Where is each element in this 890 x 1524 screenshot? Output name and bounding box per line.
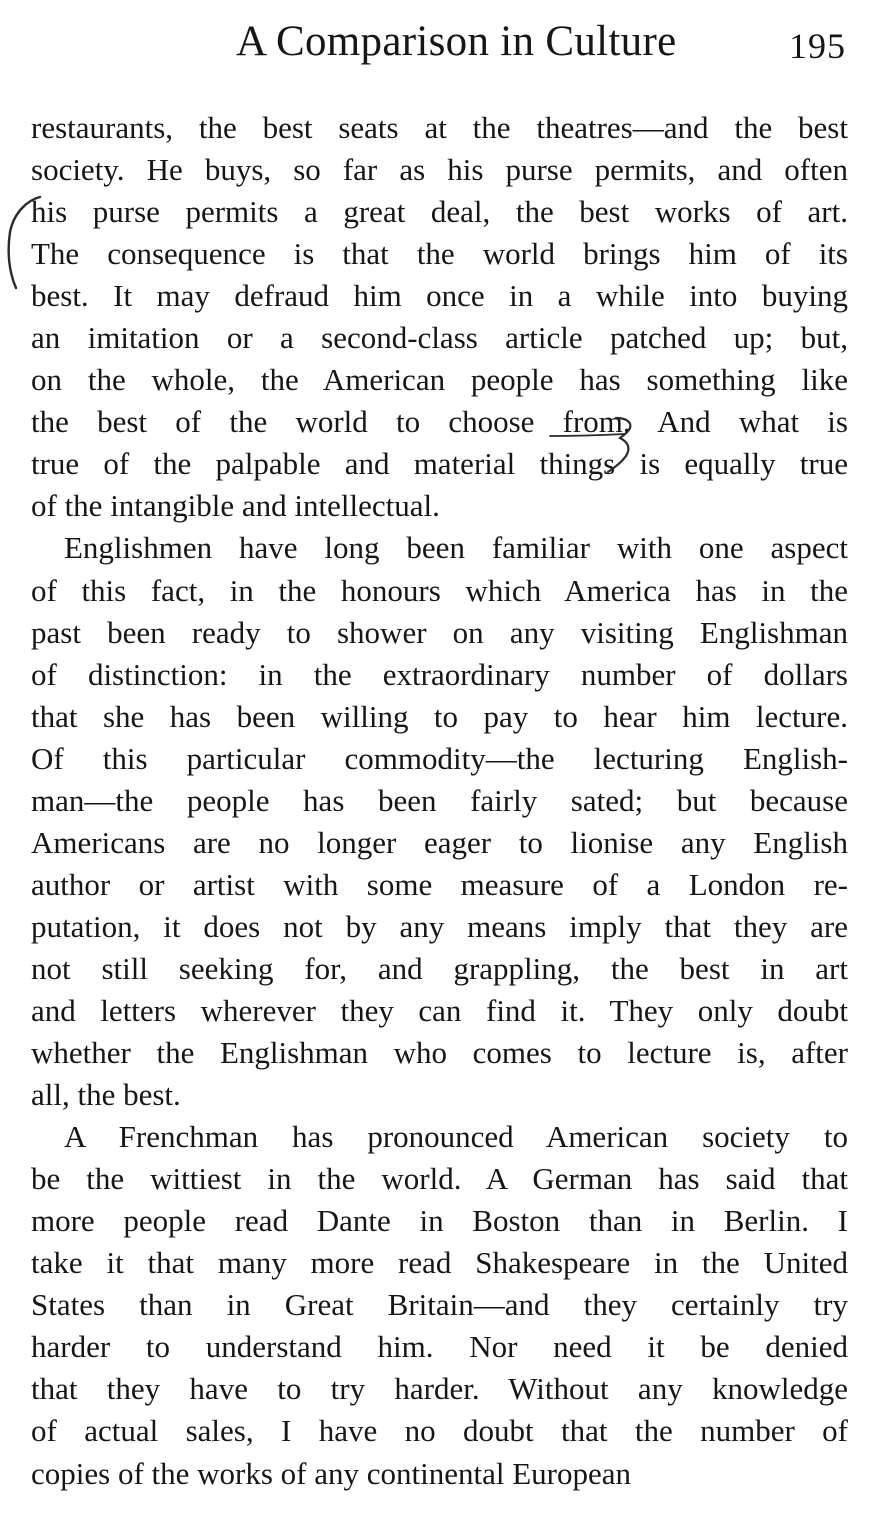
text-line: be the wittiest in the world. A German has said that — [31, 1161, 848, 1197]
paragraph — [31, 107, 848, 527]
body-text — [31, 107, 848, 1495]
text-line: copies of the works of any continental European — [31, 1455, 632, 1491]
text-line: past been ready to shower on any visiting Englishman — [31, 614, 848, 650]
page-number: 195 — [789, 26, 846, 66]
text-line: more people read Dante in Boston than in Berlin. I — [31, 1203, 848, 1239]
text-line: best. It may defraud him once in a while into buying — [31, 278, 848, 314]
text-line: of distinction: in the extraordinary number of dollars — [31, 656, 848, 692]
text-line: States than in Great Britain—and they certainly try — [31, 1287, 848, 1323]
text-line: take it that many more read Shakespeare in the United — [31, 1245, 848, 1281]
text-line: Englishmen have long been familiar with one aspect — [64, 530, 848, 566]
text-line: man—the people has been fairly sated; but because — [31, 782, 848, 818]
text-line: Americans are no longer eager to lionise any English — [31, 824, 848, 860]
text-line: that they have to try harder. Without any knowledge — [31, 1371, 848, 1407]
text-line: society. He buys, so far as his purse permits, and often — [31, 152, 848, 188]
text-line: not still seeking for, and grappling, the best in art — [31, 950, 848, 986]
paragraph — [31, 1116, 848, 1494]
text-line: of the intangible and intellectual. — [31, 488, 440, 524]
text-line: all, the best. — [31, 1077, 181, 1113]
text-line: on the whole, the American people has something like — [31, 362, 848, 398]
text-line: author or artist with some measure of a London re- — [31, 866, 848, 902]
text-line: and letters wherever they can find it. They only doubt — [31, 992, 848, 1028]
text-line: of actual sales, I have no doubt that the number of — [31, 1413, 848, 1449]
text-line: his purse permits a great deal, the best works of art. — [31, 194, 848, 230]
paragraph — [31, 527, 848, 1116]
text-line: of this fact, in the honours which America has in the — [31, 572, 848, 608]
text-line: A Frenchman has pronounced American society to — [64, 1119, 848, 1155]
text-line: Of this particular commodity—the lecturing English- — [31, 740, 848, 776]
text-line: whether the Englishman who comes to lecture is, after — [31, 1035, 848, 1071]
text-line: harder to understand him. Nor need it be denied — [31, 1329, 848, 1365]
text-line: an imitation or a second-class article patched up; but, — [31, 320, 848, 356]
text-line: restaurants, the best seats at the theatres—and the best — [31, 110, 848, 145]
running-title: A Comparison in Culture — [236, 18, 677, 65]
running-head — [30, 14, 848, 70]
text-line: putation, it does not by any means imply that they are — [31, 908, 848, 944]
text-line: The consequence is that the world brings him of its — [31, 236, 848, 272]
text-line: that she has been willing to pay to hear him lecture. — [31, 698, 848, 734]
text-line: the best of the world to choose from. And what is — [31, 404, 848, 440]
text-line: true of the palpable and material things is equally true — [31, 446, 848, 482]
